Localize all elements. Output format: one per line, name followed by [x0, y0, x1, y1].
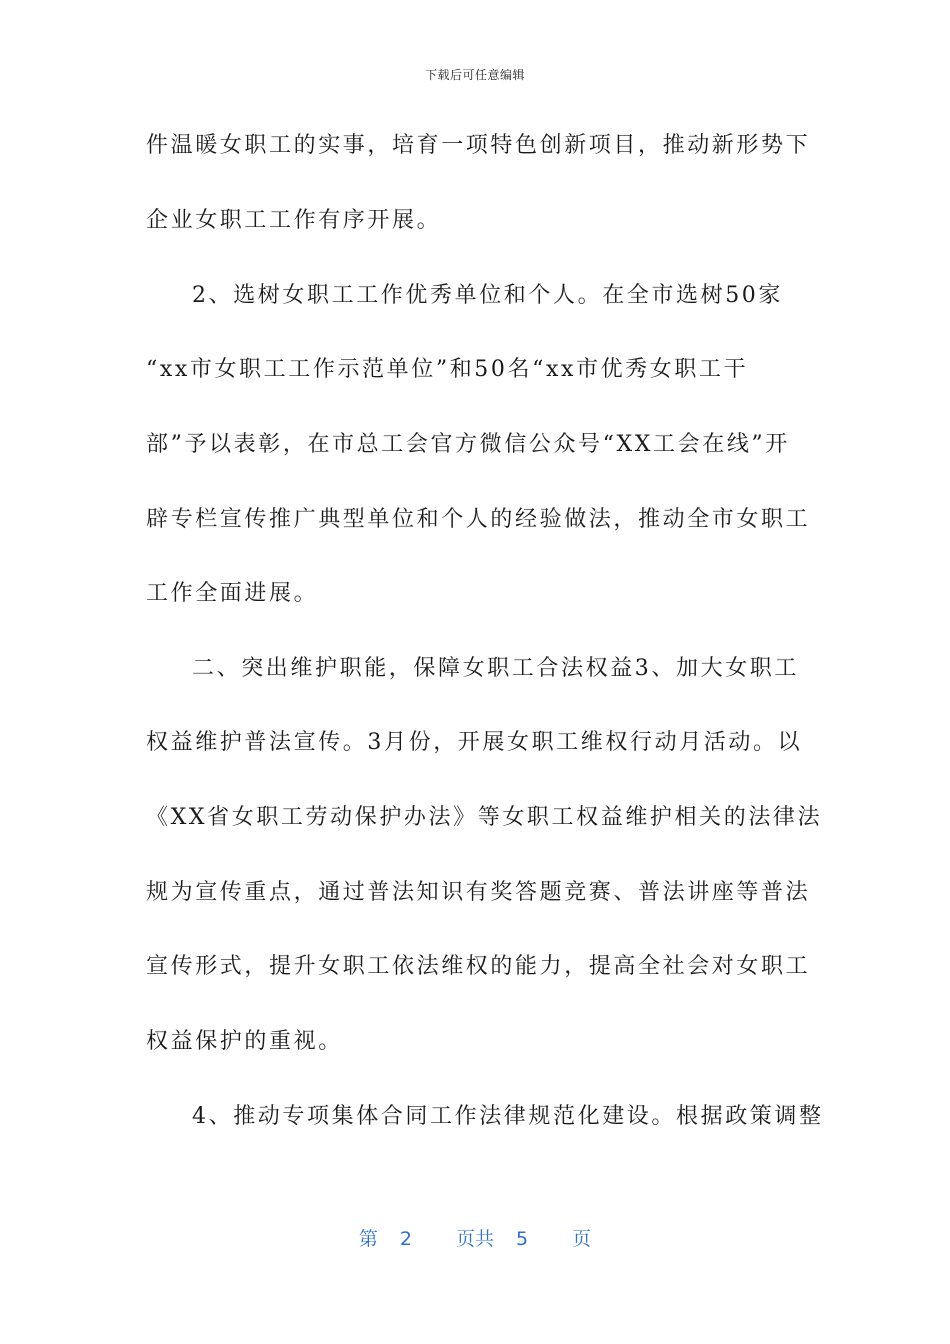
text-line: 二、突出维护职能，保障女职工合法权益3、加大女职工: [192, 656, 799, 681]
page-total: 5: [516, 1228, 529, 1250]
page-label-prefix: 第: [358, 1228, 378, 1250]
page-label-suffix: 页: [572, 1228, 592, 1250]
text-line: 4、推动专项集体合同工作法律规范化建设。根据政策调整: [192, 1104, 824, 1129]
text-line: 权益维护普法宣传。3月份，开展女职工维权行动月活动。以: [146, 730, 803, 755]
text-line: 2、选树女职工工作优秀单位和个人。在全市选树50家: [192, 283, 783, 308]
text-line: 宣传形式，提升女职工依法维权的能力，提高全社会对女职工: [146, 954, 811, 979]
text-line: 部”予以表彰，在市总工会官方微信公众号“XX工会在线”开: [146, 432, 790, 457]
text-line: 工作全面进展。: [146, 581, 319, 606]
text-line: 件温暖女职工的实事，培育一项特色创新项目，推动新形势下: [146, 133, 811, 158]
page-label-mid: 页共: [455, 1228, 494, 1250]
text-line: 辟专栏宣传推广典型单位和个人的经验做法，推动全市女职工: [146, 507, 811, 532]
text-line: “xx市女职工工作示范单位”和50名“xx市优秀女职工干: [146, 357, 749, 382]
text-line: 权益保护的重视。: [146, 1029, 343, 1054]
page-header-note: 下载后可任意编辑: [424, 68, 525, 82]
text-line: 《XX省女职工劳动保护办法》等女职工权益维护相关的法律法: [146, 805, 823, 830]
page-footer: [0, 1224, 950, 1251]
page-number: 2: [399, 1228, 412, 1250]
text-line: 规为宣传重点，通过普法知识有奖答题竞赛、普法讲座等普法: [146, 880, 811, 905]
text-line: 企业女职工工作有序开展。: [146, 208, 442, 233]
